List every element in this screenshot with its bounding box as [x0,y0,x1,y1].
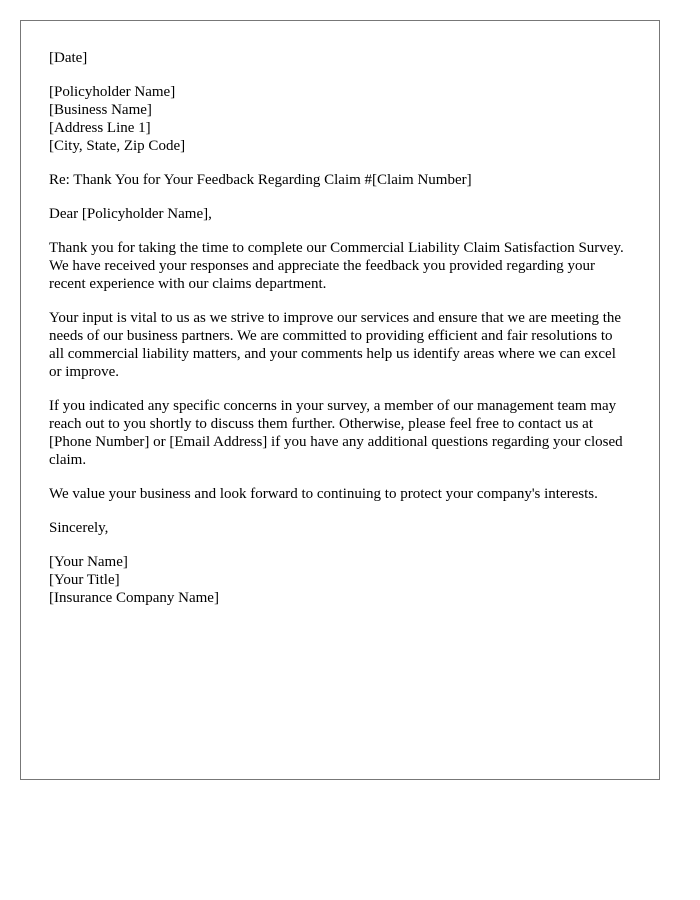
signature-company: [Insurance Company Name] [49,590,219,606]
signature-title: [Your Title] [49,572,120,588]
letter-paragraph-4: We value your business and look forward to continuing to protect your company's interests. [49,486,598,502]
letter-closing: Sincerely, [49,520,109,536]
signature-block [49,553,631,607]
letter-paragraph-1: Thank you for taking the time to complete our Commercial Liability Claim Satisfaction Survey. We have received your responses and appreciate the feedback you provided regarding your recent experience with our claims department. [49,240,624,292]
letter-paragraph-2: Your input is vital to us as we strive to improve our services and ensure that we are meeting the needs of our business partners. We are committed to providing efficient and fair resolutions to all commercial liability matters, and your comments help us identify areas where we can excel or improve. [49,310,622,380]
recipient-name: [Policyholder Name] [49,84,176,100]
recipient-address-line-1: [Address Line 1] [49,120,151,136]
letter-body [49,49,631,623]
recipient-address [49,83,631,155]
letter-page [20,20,660,780]
recipient-business-name: [Business Name] [49,102,152,118]
letter-paragraph-3: If you indicated any specific concerns in your survey, a member of our management team may reach out to you shortly to discuss them further. Otherwise, please feel free to contact us at [Phone Number] or [Email Address] if you have any additional questions regarding your closed claim. [49,398,623,468]
letter-salutation: Dear [Policyholder Name], [49,206,212,222]
recipient-city-state-zip: [City, State, Zip Code] [49,138,186,154]
signature-name: [Your Name] [49,554,128,570]
letter-subject: Re: Thank You for Your Feedback Regarding Claim #[Claim Number] [49,172,472,188]
letter-date: [Date] [49,50,88,66]
